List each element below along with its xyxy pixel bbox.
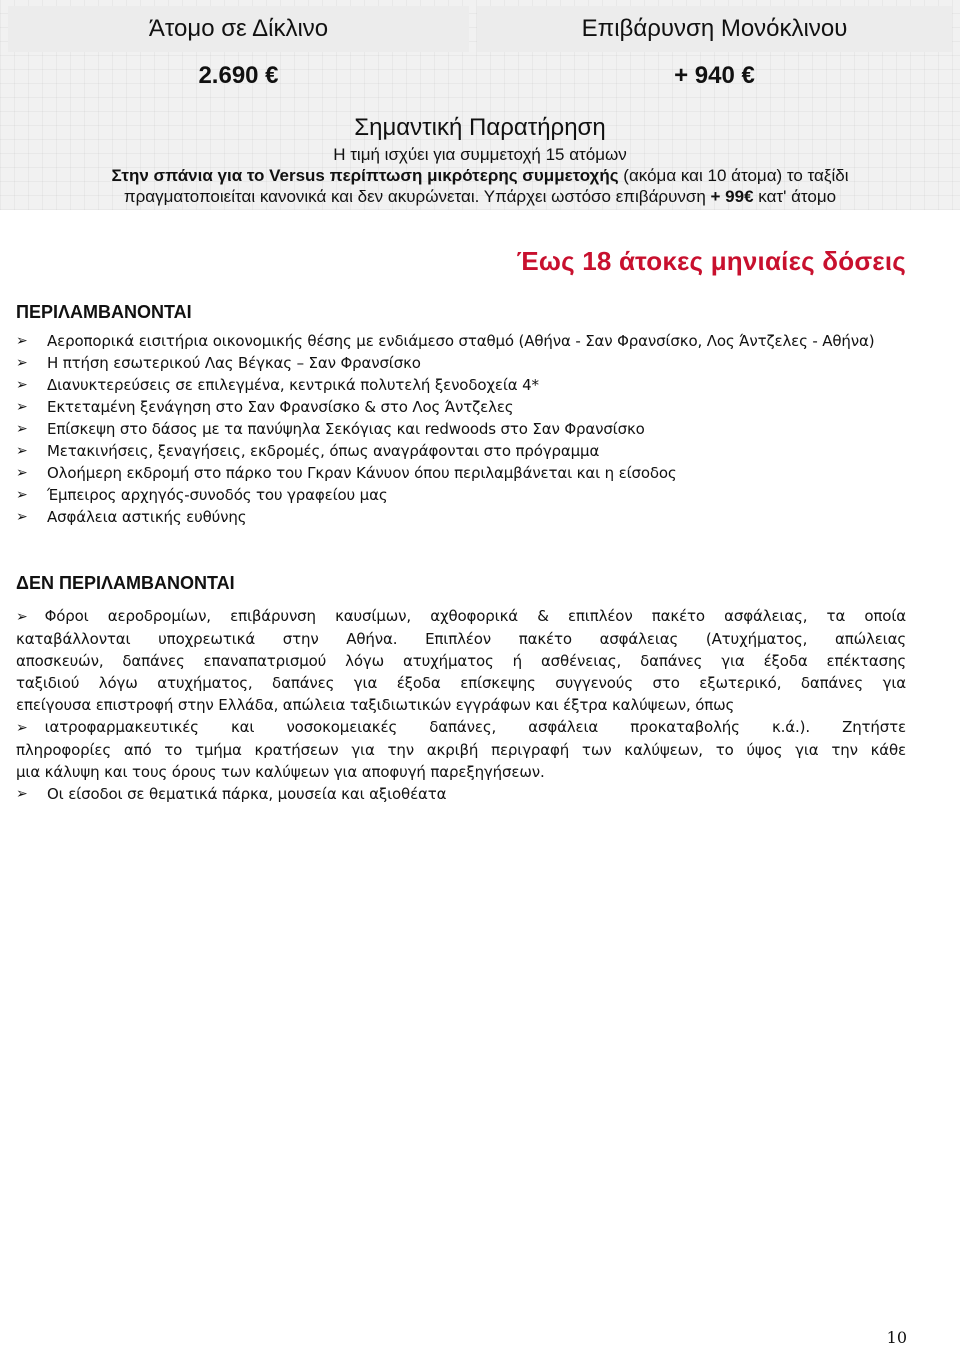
note-line-3-start: πραγματοποιείται κανονικά και δεν ακυρώνεται. Υπάρχει ωστόσο επιβάρυνση (123, 187, 711, 206)
page-number: 10 (886, 1328, 907, 1347)
text-line: επείγουσα επιστροφή στην Ελλάδα, απώλεια ταξιδιωτικών εγγράφων και έξτρα καλύψεων, όπως (16, 696, 735, 714)
list-item: ➢ Αεροπορικά εισιτήρια οικονομικής θέσης με ενδιάμεσο σταθμό (Αθήνα - Σαν Φρανσίσκο, Λος Άντζελες - Αθήνα) (16, 332, 875, 350)
text-line: μια κάλυψη και τους όρους των καλύψεων για αποφυγή παρεξηγήσεων. (16, 763, 545, 781)
installments-banner: Έως 18 άτοκες μηνιαίες δόσεις (516, 246, 906, 276)
list-item: ➢ Μετακινήσεις, ξεναγήσεις, εκδρομές, όπως αναγράφονται στο πρόγραμμα (16, 442, 600, 460)
note-line-3 (8, 186, 952, 207)
included-list (16, 330, 906, 528)
arrow-bullet-icon: ➢ (16, 509, 28, 525)
arrow-bullet-icon: ➢ (16, 377, 28, 393)
text-line: αποσκευών, δαπάνες επαναπατρισμού λόγω ατυχήματος ή ασθένειας, δαπάνες για έξοδα επέκτασης (16, 652, 906, 670)
list-item: ➢ Ασφάλεια αστικής ευθύνης (16, 508, 247, 526)
price-single-supplement: + 940 € (674, 62, 755, 89)
list-item: ➢ Επίσκεψη στο δάσος με τα πανύψηλα Σεκόγιας και redwoods στο Σαν Φρανσίσκο (16, 420, 645, 438)
text-line: ➢ ιατροφαρμακευτικές και νοσοκομειακές δαπάνες, ασφάλεια προκαταβολής κ.ά.). Ζητήστε (16, 718, 906, 736)
note-line-2 (8, 165, 952, 186)
price-double-room: 2.690 € (198, 62, 279, 89)
header-single-supplement: Επιβάρυνση Μονόκλινου (477, 6, 952, 52)
header-double-room: Άτομο σε Δίκλινο (8, 6, 469, 52)
arrow-bullet-icon: ➢ (16, 355, 28, 371)
text-line: πληροφορίες από το τμήμα κρατήσεων για την ακριβή περιγραφή των καλύψεων, το ύψος για την κάθε (16, 741, 906, 759)
important-note (8, 112, 952, 207)
not-included-list (16, 605, 906, 805)
list-item: ➢ Ολοήμερη εκδρομή στο πάρκο του Γκραν Κάνυον όπου περιλαμβάνεται και η είσοδος (16, 464, 677, 482)
not-included-heading: ΔΕΝ ΠΕΡΙΛΑΜΒΑΝΟΝΤΑΙ (16, 573, 235, 593)
list-item: ➢ Έμπειρος αρχηγός-συνοδός του γραφείου μας (16, 486, 388, 504)
arrow-bullet-icon: ➢ (16, 465, 28, 481)
not-included-paragraph-2 (16, 716, 906, 783)
note-title: Σημαντική Παρατήρηση (354, 114, 606, 141)
list-item: ➢ Οι είσοδοι σε θεματικά πάρκα, μουσεία και αξιοθέατα (16, 785, 447, 803)
arrow-bullet-icon: ➢ (16, 487, 28, 503)
list-item: ➢ Εκτεταμένη ξενάγηση στο Σαν Φρανσίσκο & στο Λος Άντζελες (16, 398, 514, 416)
list-item: ➢ Διανυκτερεύσεις σε επιλεγμένα, κεντρικά πολυτελή ξενοδοχεία 4* (16, 376, 539, 394)
note-line-3-end: κατ' άτομο (753, 187, 837, 206)
note-surcharge-amount: + 99€ (710, 187, 754, 206)
price-table (0, 0, 960, 210)
list-item: ➢ Η πτήση εσωτερικού Λας Βέγκας – Σαν Φρανσίσκο (16, 354, 421, 372)
arrow-bullet-icon: ➢ (16, 720, 28, 736)
arrow-bullet-icon: ➢ (16, 399, 28, 415)
note-line-2-bold: Στην σπάνια για το Versus περίπτωση μικρότερης συμμετοχής (111, 166, 619, 185)
arrow-bullet-icon: ➢ (16, 609, 28, 625)
arrow-bullet-icon: ➢ (16, 786, 28, 802)
not-included-paragraph-1 (16, 605, 906, 716)
arrow-bullet-icon: ➢ (16, 443, 28, 459)
included-heading: ΠΕΡΙΛΑΜΒΑΝΟΝΤΑΙ (16, 302, 192, 322)
note-line-1: Η τιμή ισχύει για συμμετοχή 15 ατόμων (333, 145, 627, 164)
text-line: ταξιδιού λόγω ατυχήματος, δαπάνες για έξοδα επίσκεψης συγγενούς στο εξωτερικό, δαπάνες για (16, 674, 906, 692)
arrow-bullet-icon: ➢ (16, 333, 28, 349)
text-line: ➢ Φόροι αεροδρομίων, επιβάρυνση καυσίμων, αχθοφορικά & επιπλέον πακέτο ασφάλειας, τα οποία (16, 607, 906, 625)
text-line: καταβάλλονται υποχρεωτικά στην Αθήνα. Επιπλέον πακέτο ασφάλειας (Ατυχήματος, απώλειας (16, 630, 906, 648)
arrow-bullet-icon: ➢ (16, 421, 28, 437)
note-line-2-rest: (ακόμα και 10 άτομα) το ταξίδι (618, 166, 849, 185)
